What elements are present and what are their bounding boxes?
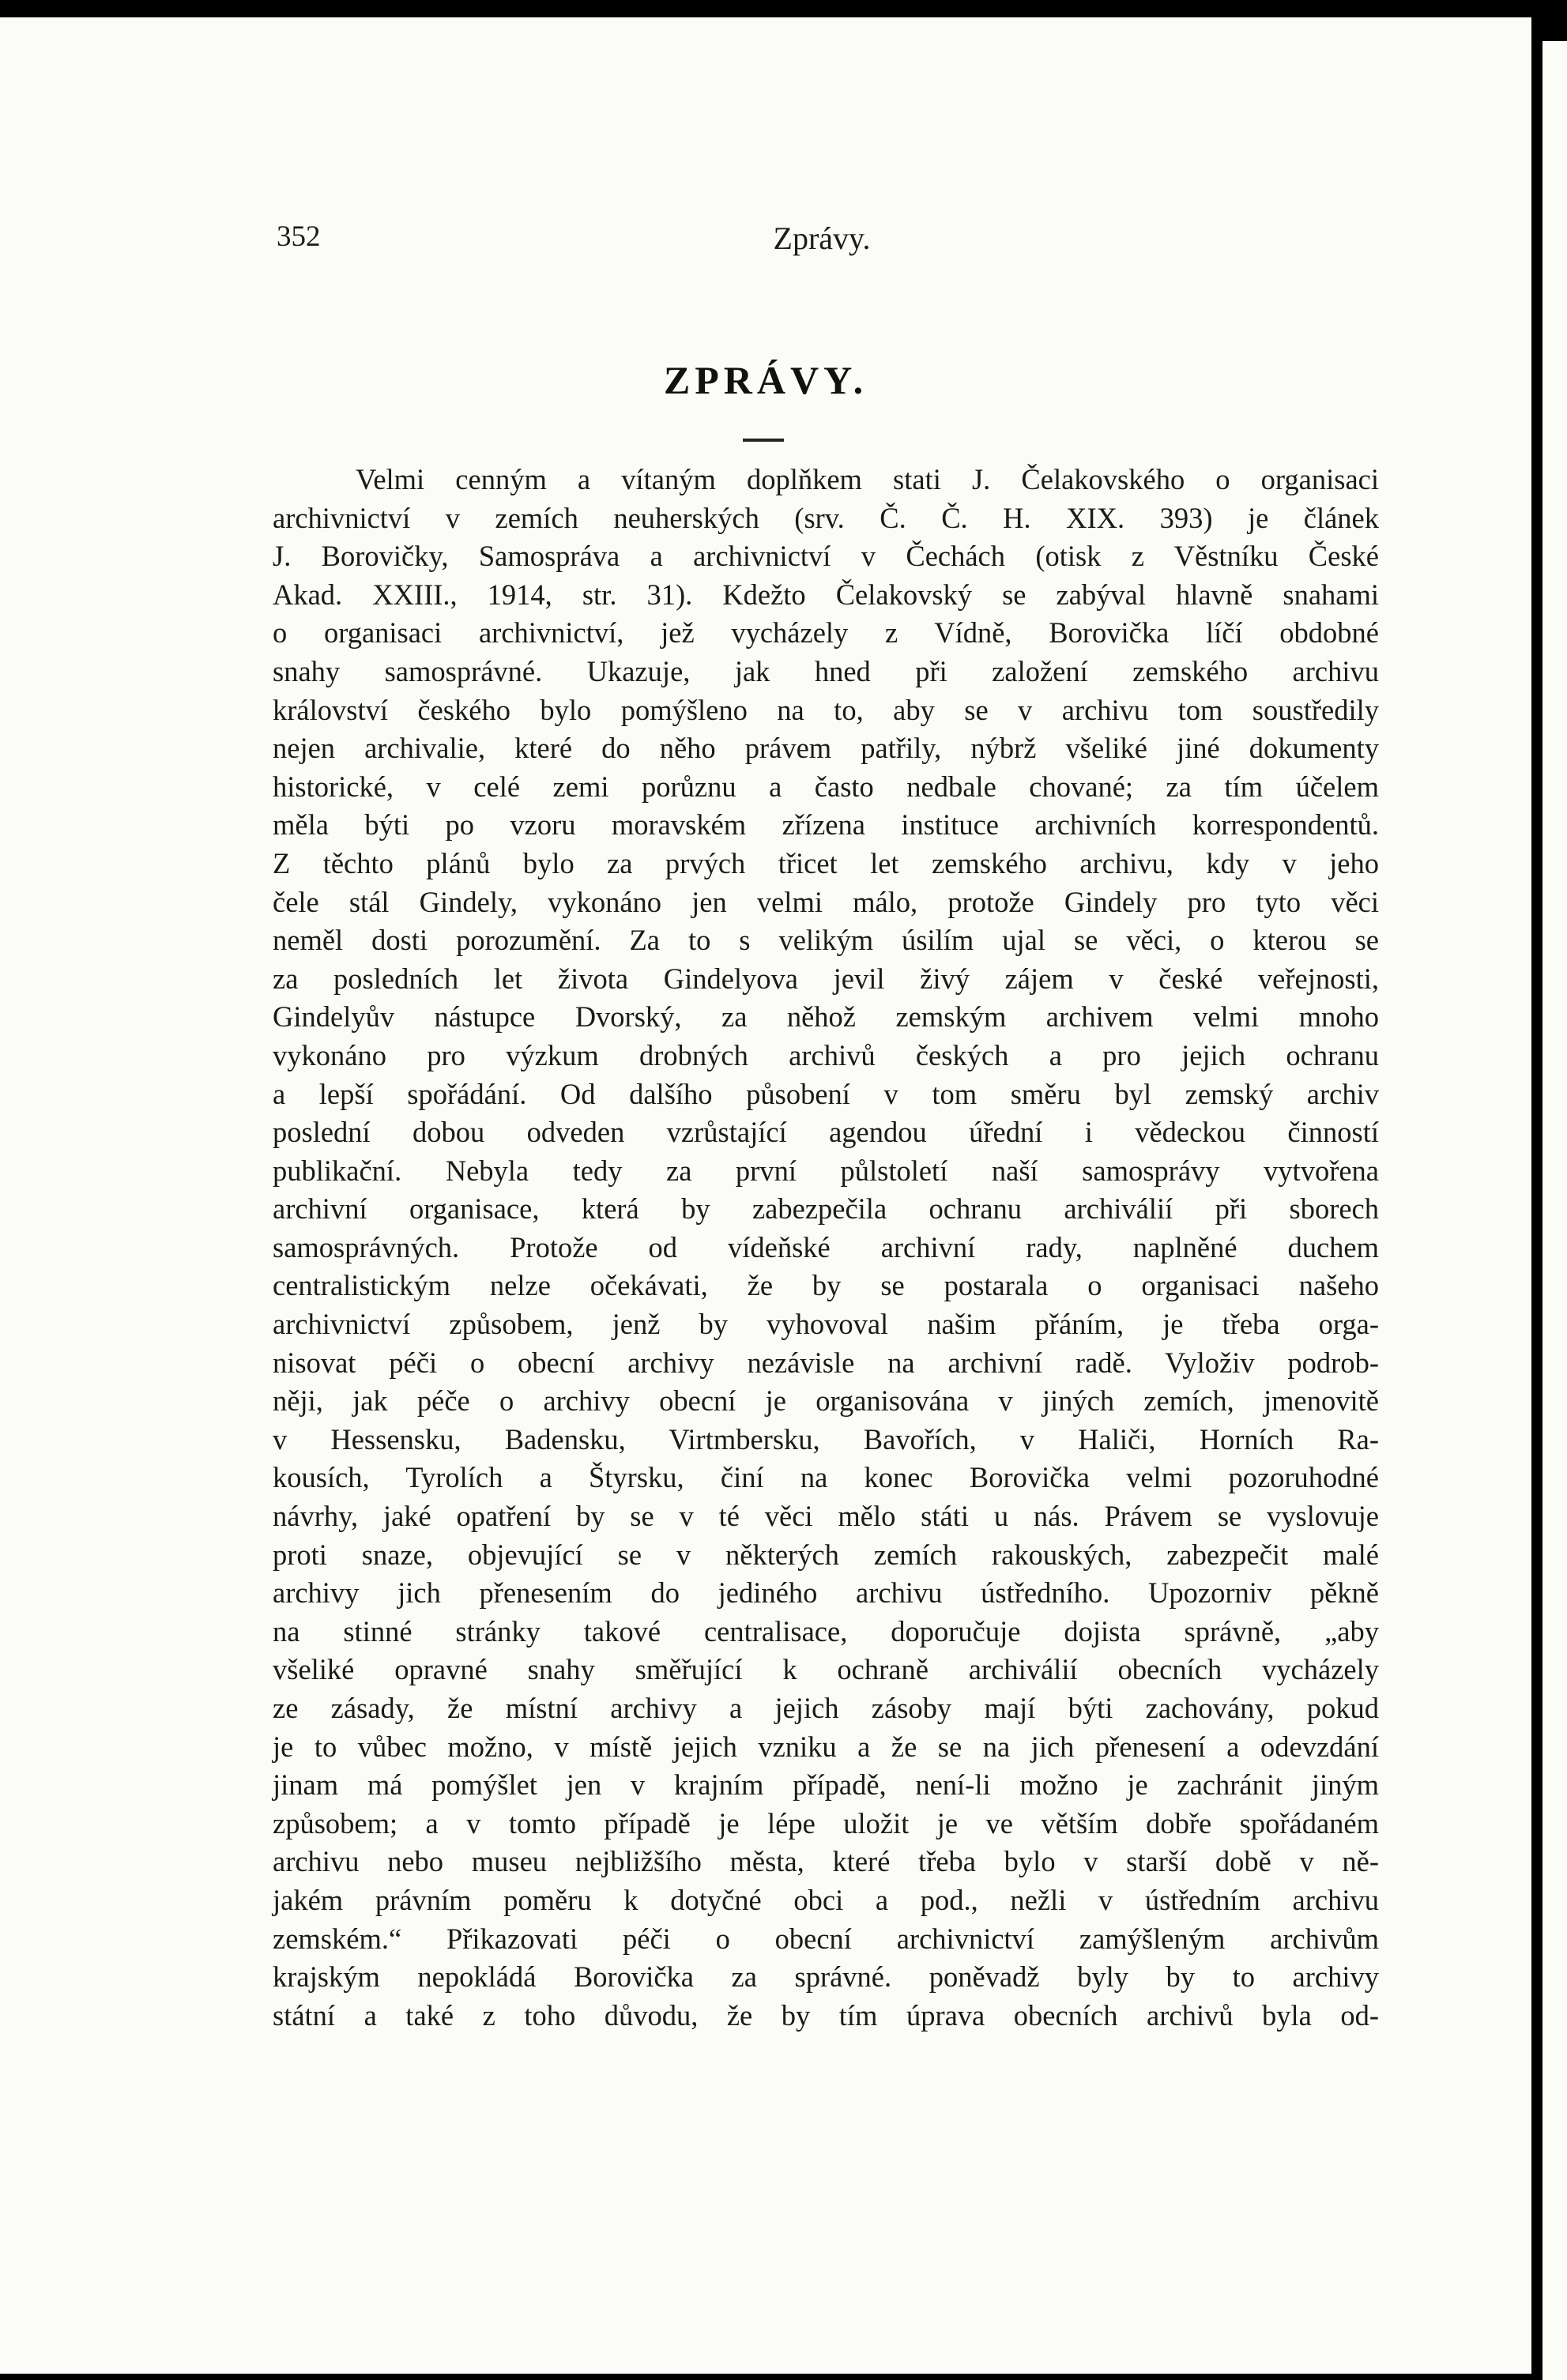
section-title: ZPRÁVY. [663, 358, 868, 402]
text-line: krajským nepokládá Borovička za správné. poněvadž byly by to archivy [273, 1960, 1379, 1994]
text-line: návrhy, jaké opatření by se v té věci mělo státi u nás. Právem se vyslovuje [273, 1500, 1379, 1533]
text-line: měla býti po vzoru moravském zřízena instituce archivních korrespondentů. [273, 808, 1379, 842]
text-line: něji, jak péče o archivy obecní je organisována v jiných zemích, jmenovitě [273, 1384, 1379, 1418]
title-rule [743, 439, 784, 442]
text-line: proti snaze, objevující se v některých zemích rakouských, zabezpečit malé [273, 1538, 1379, 1571]
text-line: poslední dobou odveden vzrůstající agendou úřední i vědeckou činností [273, 1116, 1379, 1149]
text-line: čele stál Gindely, vykonáno jen velmi málo, protože Gindely pro tyto věci [273, 885, 1379, 918]
text-line: archivu nebo museu nejbližšího města, které třeba bylo v starší době v ně- [273, 1845, 1379, 1878]
text-line: J. Borovičky, Samospráva a archivnictví v Čechách (otisk z Věstníku České [273, 540, 1379, 573]
text-line: a lepší spořádání. Od dalšího působení v tom směru byl zemský archiv [273, 1077, 1379, 1110]
text-line: o organisaci archivnictví, jež vycházely z Vídně, Borovička líčí obdobné [273, 616, 1379, 650]
text-line: Gindelyův nástupce Dvorský, za něhož zemským archivem velmi mnoho [273, 1000, 1379, 1034]
text-line: kousích, Tyrolích a Štyrsku, činí na konec Borovička velmi pozoruhodné [273, 1461, 1379, 1494]
text-line: nisovat péči o obecní archivy nezávisle na archivní radě. Vyloživ podrob- [273, 1346, 1379, 1379]
text-line: v Hessensku, Badensku, Virtmbersku, Bavořích, v Haliči, Horních Ra- [273, 1422, 1379, 1455]
text-line: Z těchto plánů bylo za prvých třicet let zemského archivu, kdy v jeho [273, 846, 1379, 879]
page-number: 352 [277, 220, 321, 253]
text-line: centralistickým nelze očekávati, že by se postarala o organisaci našeho [273, 1269, 1379, 1302]
adjacent-page-edge [1543, 41, 1567, 2380]
text-line: vykonáno pro výzkum drobných archivů českých a pro jejich ochranu [273, 1038, 1379, 1071]
text-line: způsobem; a v tomto případě je lépe uložit je ve větším dobře spořádaném [273, 1806, 1379, 1840]
text-line: archivy jich přenesením do jediného archivu ústředního. Upozorniv pěkně [273, 1576, 1379, 1610]
text-line: archivnictví v zemích neuherských (srv. Č. Č. H. XIX. 393) je článek [273, 501, 1379, 534]
text-line: na stinné stránky takové centralisace, doporučuje dojista správně, „aby [273, 1614, 1379, 1648]
text-line: jinam má pomýšlet jen v krajním případě, není-li možno je zachránit jiným [273, 1768, 1379, 1802]
text-line: Akad. XXIII., 1914, str. 31). Kdežto Čelakovský se zabýval hlavně snahami [273, 578, 1379, 611]
text-line: státní a také z toho důvodu, že by tím úprava obecních archivů byla od- [273, 1998, 1379, 2032]
text-line: jakém právním poměru k dotyčné obci a pod., nežli v ústředním archivu [273, 1883, 1379, 1916]
text-line: za posledních let života Gindelyova jevil živý zájem v české veřejnosti, [273, 962, 1379, 995]
body-paragraph [273, 461, 1379, 2035]
text-line: Velmi cenným a vítaným doplňkem stati J. Čelakovského o organisaci [356, 463, 1379, 495]
text-line: samosprávných. Protože od vídeňské archivní rady, naplněné duchem [273, 1230, 1379, 1263]
text-line: nejen archivalie, které do něho právem patřily, nýbrž všeliké jiné dokumenty [273, 732, 1379, 765]
text-line: publikační. Nebyla tedy za první půlstoletí naší samosprávy vytvořena [273, 1154, 1379, 1187]
text-line: království českého bylo pomýšleno na to, aby se v archivu tom soustředily [273, 693, 1379, 726]
text-line: archivní organisace, která by zabezpečila ochranu archiválií při sborech [273, 1192, 1379, 1226]
running-head [277, 220, 1367, 267]
text-line: neměl dosti porozumění. Za to s velikým úsilím ujal se věci, o kterou se [273, 924, 1379, 957]
text-line: ze zásady, že místní archivy a jejich zásoby mají býti zachovány, pokud [273, 1692, 1379, 1724]
text-line: snahy samosprávné. Ukazuje, jak hned při založení zemského archivu [273, 654, 1379, 687]
text-line: je to vůbec možno, v místě jejich vzniku a že se na jich přenesení a odevzdání [273, 1730, 1379, 1763]
text-line: historické, v celé zemi porůznu a často nedbale chované; za tím účelem [273, 770, 1379, 803]
text-line: všeliké opravné snahy směřující k ochraně archiválií obecních vycházely [273, 1653, 1379, 1686]
running-title: Zprávy. [773, 220, 871, 256]
text-line: archivnictví způsobem, jenž by vyhovoval našim přáním, je třeba orga- [273, 1308, 1379, 1341]
text-line: zemském.“ Přikazovati péči o obecní archivnictví zamýšleným archivům [273, 1922, 1379, 1955]
